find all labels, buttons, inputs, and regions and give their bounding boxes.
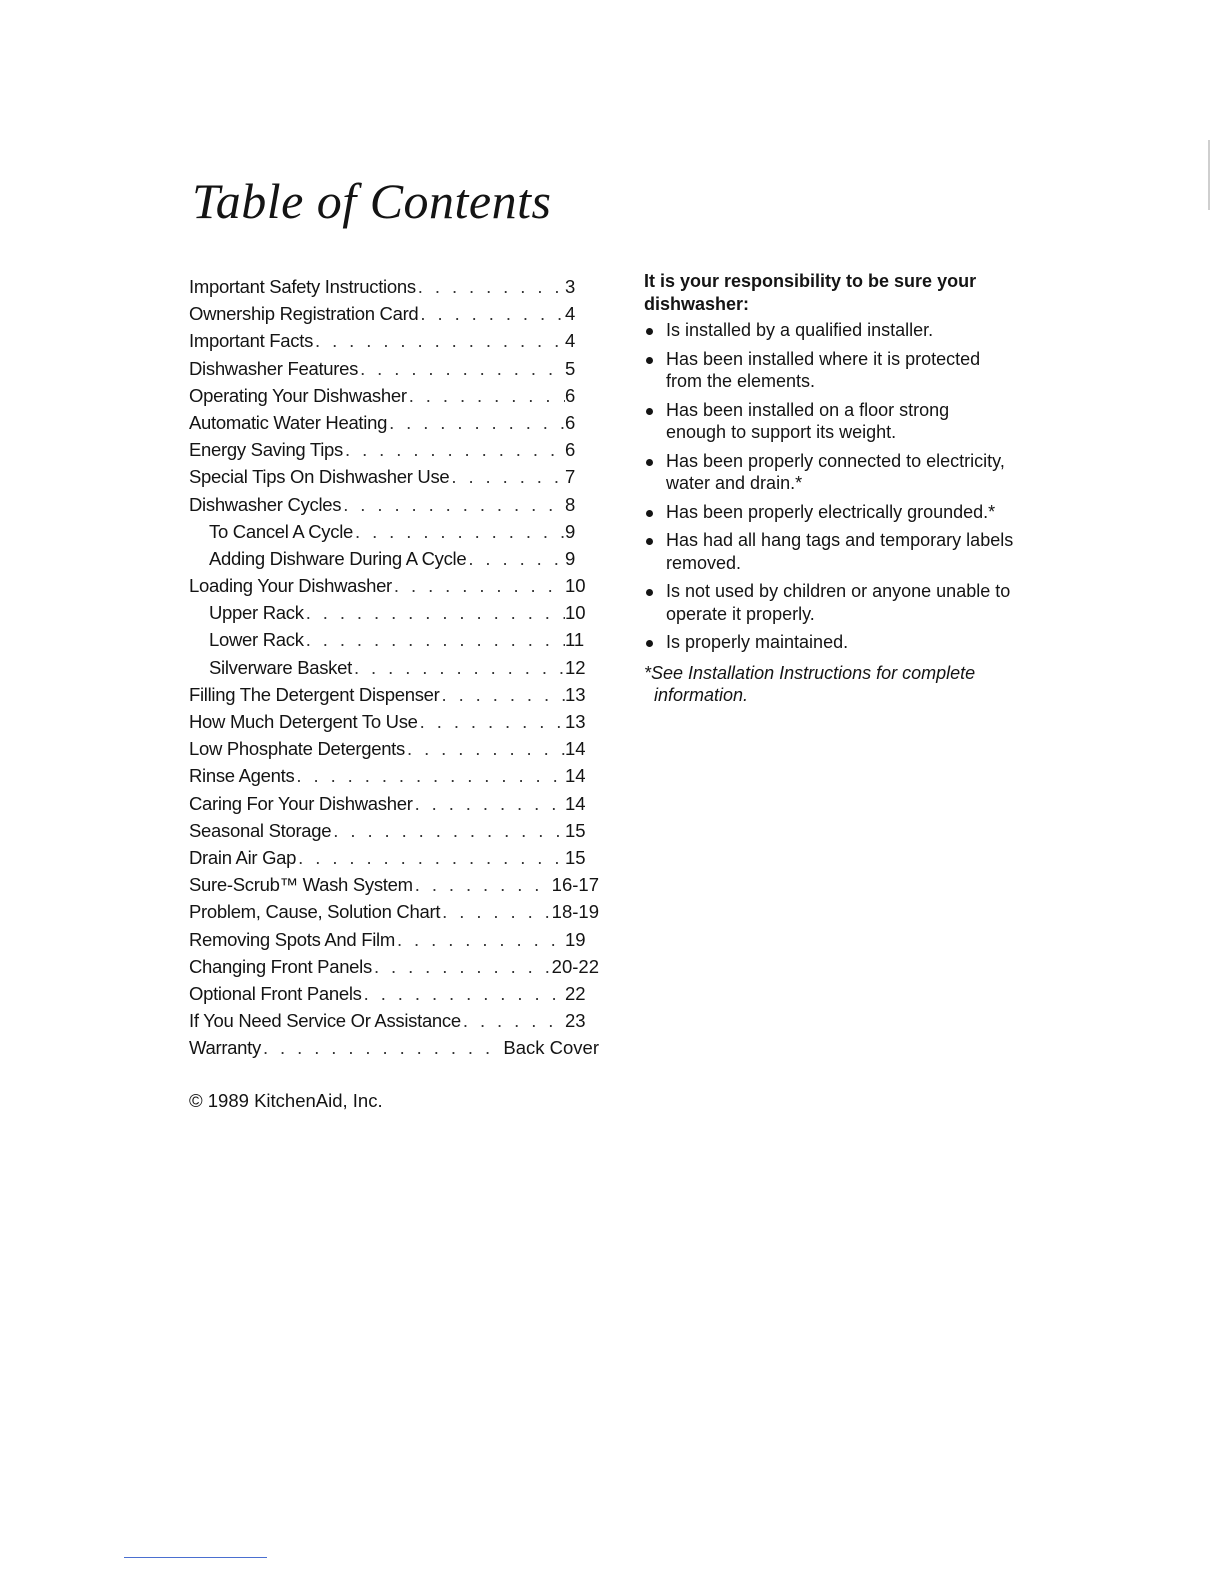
toc-entry (189, 926, 599, 953)
toc-leader-dots (418, 708, 565, 735)
responsibility-section (644, 270, 1014, 725)
toc-leader-dots (358, 355, 565, 382)
toc-leader-dots (466, 545, 565, 572)
toc-entry (189, 953, 599, 980)
toc-entry (189, 790, 599, 817)
toc-entry-label: Operating Your Dishwasher (189, 384, 407, 406)
toc-entry-page: 10 (565, 602, 586, 624)
copyright-notice: © 1989 KitchenAid, Inc. (189, 1090, 383, 1111)
toc-entry-page: 3 (565, 276, 576, 297)
bullet-icon (646, 328, 653, 335)
toc-entry-label: Changing Front Panels (189, 955, 372, 977)
toc-leader-dots (331, 817, 565, 844)
toc-entry-page: 6 (565, 384, 576, 406)
toc-leader-dots (294, 762, 565, 789)
toc-entry-page: 22 (565, 982, 586, 1004)
bullet-icon (646, 538, 653, 545)
toc-entry-page: 9 (565, 520, 576, 542)
toc-entry-label: Dishwasher Cycles (189, 493, 342, 515)
list-item-text: Has been properly connected to electricity, water and drain.* (666, 450, 1005, 493)
toc-leader-dots (387, 409, 565, 436)
toc-leader-dots (296, 844, 565, 871)
toc-leader-dots (341, 491, 565, 518)
toc-entry-label: Filling The Detergent Dispenser (189, 683, 440, 705)
list-item-text: Is properly maintained. (666, 632, 849, 652)
toc-leader-dots (405, 735, 565, 762)
list-item (644, 348, 1014, 393)
toc-leader-dots (416, 273, 565, 300)
toc-leader-dots (372, 953, 552, 980)
toc-entry-label: Energy Saving Tips (189, 439, 343, 461)
toc-entry-label: If You Need Service Or Assistance (189, 1010, 461, 1032)
toc-entry (189, 545, 599, 572)
toc-entry (189, 626, 599, 653)
toc-leader-dots (413, 790, 565, 817)
toc-entry (189, 762, 599, 789)
toc-entry-label: Automatic Water Heating (189, 411, 388, 433)
toc-entry-page: 9 (565, 547, 576, 569)
toc-leader-dots (461, 1007, 565, 1034)
toc-entry-page: 4 (565, 330, 576, 352)
toc-entry-label: To Cancel A Cycle (209, 520, 354, 542)
page-title: Table of Contents (192, 173, 552, 229)
toc-entry-label: Low Phosphate Detergents (189, 738, 405, 760)
toc-leader-dots (353, 518, 565, 545)
toc-entry-page: 4 (565, 303, 576, 325)
toc-entry-label: Warranty (189, 1037, 261, 1059)
toc-leader-dots (449, 463, 565, 490)
toc-entry-page: 6 (565, 439, 576, 461)
toc-entry (189, 817, 599, 844)
toc-entry-label: Important Safety Instructions (189, 276, 416, 297)
toc-entry-label: How Much Detergent To Use (189, 711, 418, 732)
toc-leader-dots (362, 980, 565, 1007)
toc-entry (189, 681, 599, 708)
toc-leader-dots (413, 871, 552, 898)
list-item-text: Has been installed on a floor strong enough to support its weight. (666, 399, 950, 442)
toc-entry-label: Rinse Agents (189, 765, 295, 787)
toc-entry-label: Silverware Basket (209, 656, 352, 678)
toc-leader-dots (352, 654, 565, 681)
toc-entry-label: Drain Air Gap (189, 846, 297, 868)
list-item (644, 399, 1014, 444)
toc-entry (189, 599, 599, 626)
toc-entry-page: 19 (565, 928, 586, 950)
toc-entry (189, 300, 599, 327)
toc-entry (189, 1007, 599, 1034)
page-edge-mark (1208, 140, 1210, 210)
toc-leader-dots (395, 926, 565, 953)
toc-entry-label: Dishwasher Features (189, 357, 359, 379)
toc-leader-dots (440, 898, 552, 925)
toc-entry-label: Sure-Scrub™ Wash System (189, 874, 413, 896)
bullet-icon (646, 408, 653, 415)
bullet-icon (646, 589, 653, 596)
toc-entry-page: 20-22 (551, 955, 599, 977)
toc-entry (189, 844, 599, 871)
toc-entry (189, 463, 599, 490)
toc-leader-dots (418, 300, 565, 327)
list-item (644, 631, 1014, 654)
toc-entry-page: 13 (565, 711, 586, 732)
toc-entry-page: 11 (565, 629, 585, 651)
responsibility-heading: It is your responsibility to be sure your dishwasher: (644, 271, 977, 314)
toc-entry-page: 15 (565, 846, 586, 868)
list-item-text: Is installed by a qualified installer. (666, 320, 934, 340)
toc-entry (189, 898, 599, 925)
toc-entry-label: Removing Spots And Film (189, 928, 395, 950)
toc-entry (189, 436, 599, 463)
list-item (644, 319, 1014, 342)
list-item-text: Has been properly electrically grounded.* (666, 501, 996, 522)
bullet-icon (646, 640, 653, 647)
toc-entry-label: Special Tips On Dishwasher Use (189, 466, 450, 488)
toc-entry (189, 355, 599, 382)
toc-leader-dots (440, 681, 565, 708)
toc-entry-page: 6 (565, 411, 576, 433)
toc-entry-page: 7 (565, 466, 576, 488)
bullet-icon (646, 459, 653, 466)
toc-entry-page: 12 (565, 656, 586, 678)
table-of-contents (189, 273, 599, 1061)
toc-entry-label: Loading Your Dishwasher (189, 575, 392, 597)
toc-leader-dots (392, 572, 565, 599)
installation-note: *See Installation Instructions for complete information. (644, 662, 976, 705)
toc-entry (189, 708, 599, 735)
list-item-text: Has been installed where it is protected from the elements. (666, 348, 981, 391)
toc-entry-label: Caring For Your Dishwasher (189, 792, 413, 814)
toc-entry-page: 18-19 (551, 901, 599, 923)
toc-leader-dots (343, 436, 565, 463)
toc-entry (189, 871, 599, 898)
toc-entry-label: Adding Dishware During A Cycle (209, 547, 467, 569)
toc-entry-label: Seasonal Storage (189, 819, 332, 841)
toc-entry-page: 16-17 (551, 874, 599, 896)
toc-entry-page: Back Cover (503, 1037, 599, 1059)
list-item-text: Is not used by children or anyone unable to operate it properly. (666, 581, 1011, 624)
toc-entry-page: 14 (565, 765, 586, 787)
list-item (644, 529, 1014, 574)
toc-entry (189, 1034, 599, 1061)
toc-entry-page: 14 (565, 792, 586, 814)
toc-leader-dots (313, 327, 565, 354)
toc-entry (189, 735, 599, 762)
bullet-icon (646, 510, 653, 517)
toc-entry (189, 409, 599, 436)
toc-entry (189, 572, 599, 599)
toc-entry (189, 654, 599, 681)
list-item-text: Has had all hang tags and temporary labels removed. (666, 530, 1014, 573)
toc-entry-page: 5 (565, 357, 576, 379)
toc-entry-page: 8 (565, 493, 576, 515)
toc-entry (189, 491, 599, 518)
toc-entry (189, 518, 599, 545)
bullet-icon (646, 357, 653, 364)
toc-entry-label: Ownership Registration Card (189, 303, 419, 325)
toc-entry (189, 327, 599, 354)
toc-leader-dots (304, 599, 565, 626)
toc-entry-label: Problem, Cause, Solution Chart (189, 901, 441, 923)
toc-entry (189, 273, 599, 300)
toc-entry (189, 382, 599, 409)
toc-leader-dots (261, 1034, 503, 1061)
footer-rule (124, 1557, 267, 1558)
list-item (644, 501, 1014, 524)
toc-entry-label: Upper Rack (209, 602, 304, 624)
toc-leader-dots (407, 382, 565, 409)
toc-entry-page: 13 (565, 683, 586, 705)
toc-entry-label: Important Facts (189, 330, 314, 352)
toc-entry-label: Optional Front Panels (189, 982, 362, 1004)
toc-entry-page: 15 (565, 819, 586, 841)
toc-entry-page: 10 (565, 575, 586, 597)
toc-entry-label: Lower Rack (209, 629, 304, 651)
responsibility-list (644, 319, 1014, 654)
toc-leader-dots (304, 626, 565, 653)
toc-entry-page: 14 (565, 738, 586, 760)
list-item (644, 580, 1014, 625)
toc-entry (189, 980, 599, 1007)
toc-entry-page: 23 (565, 1010, 586, 1032)
list-item (644, 450, 1014, 495)
